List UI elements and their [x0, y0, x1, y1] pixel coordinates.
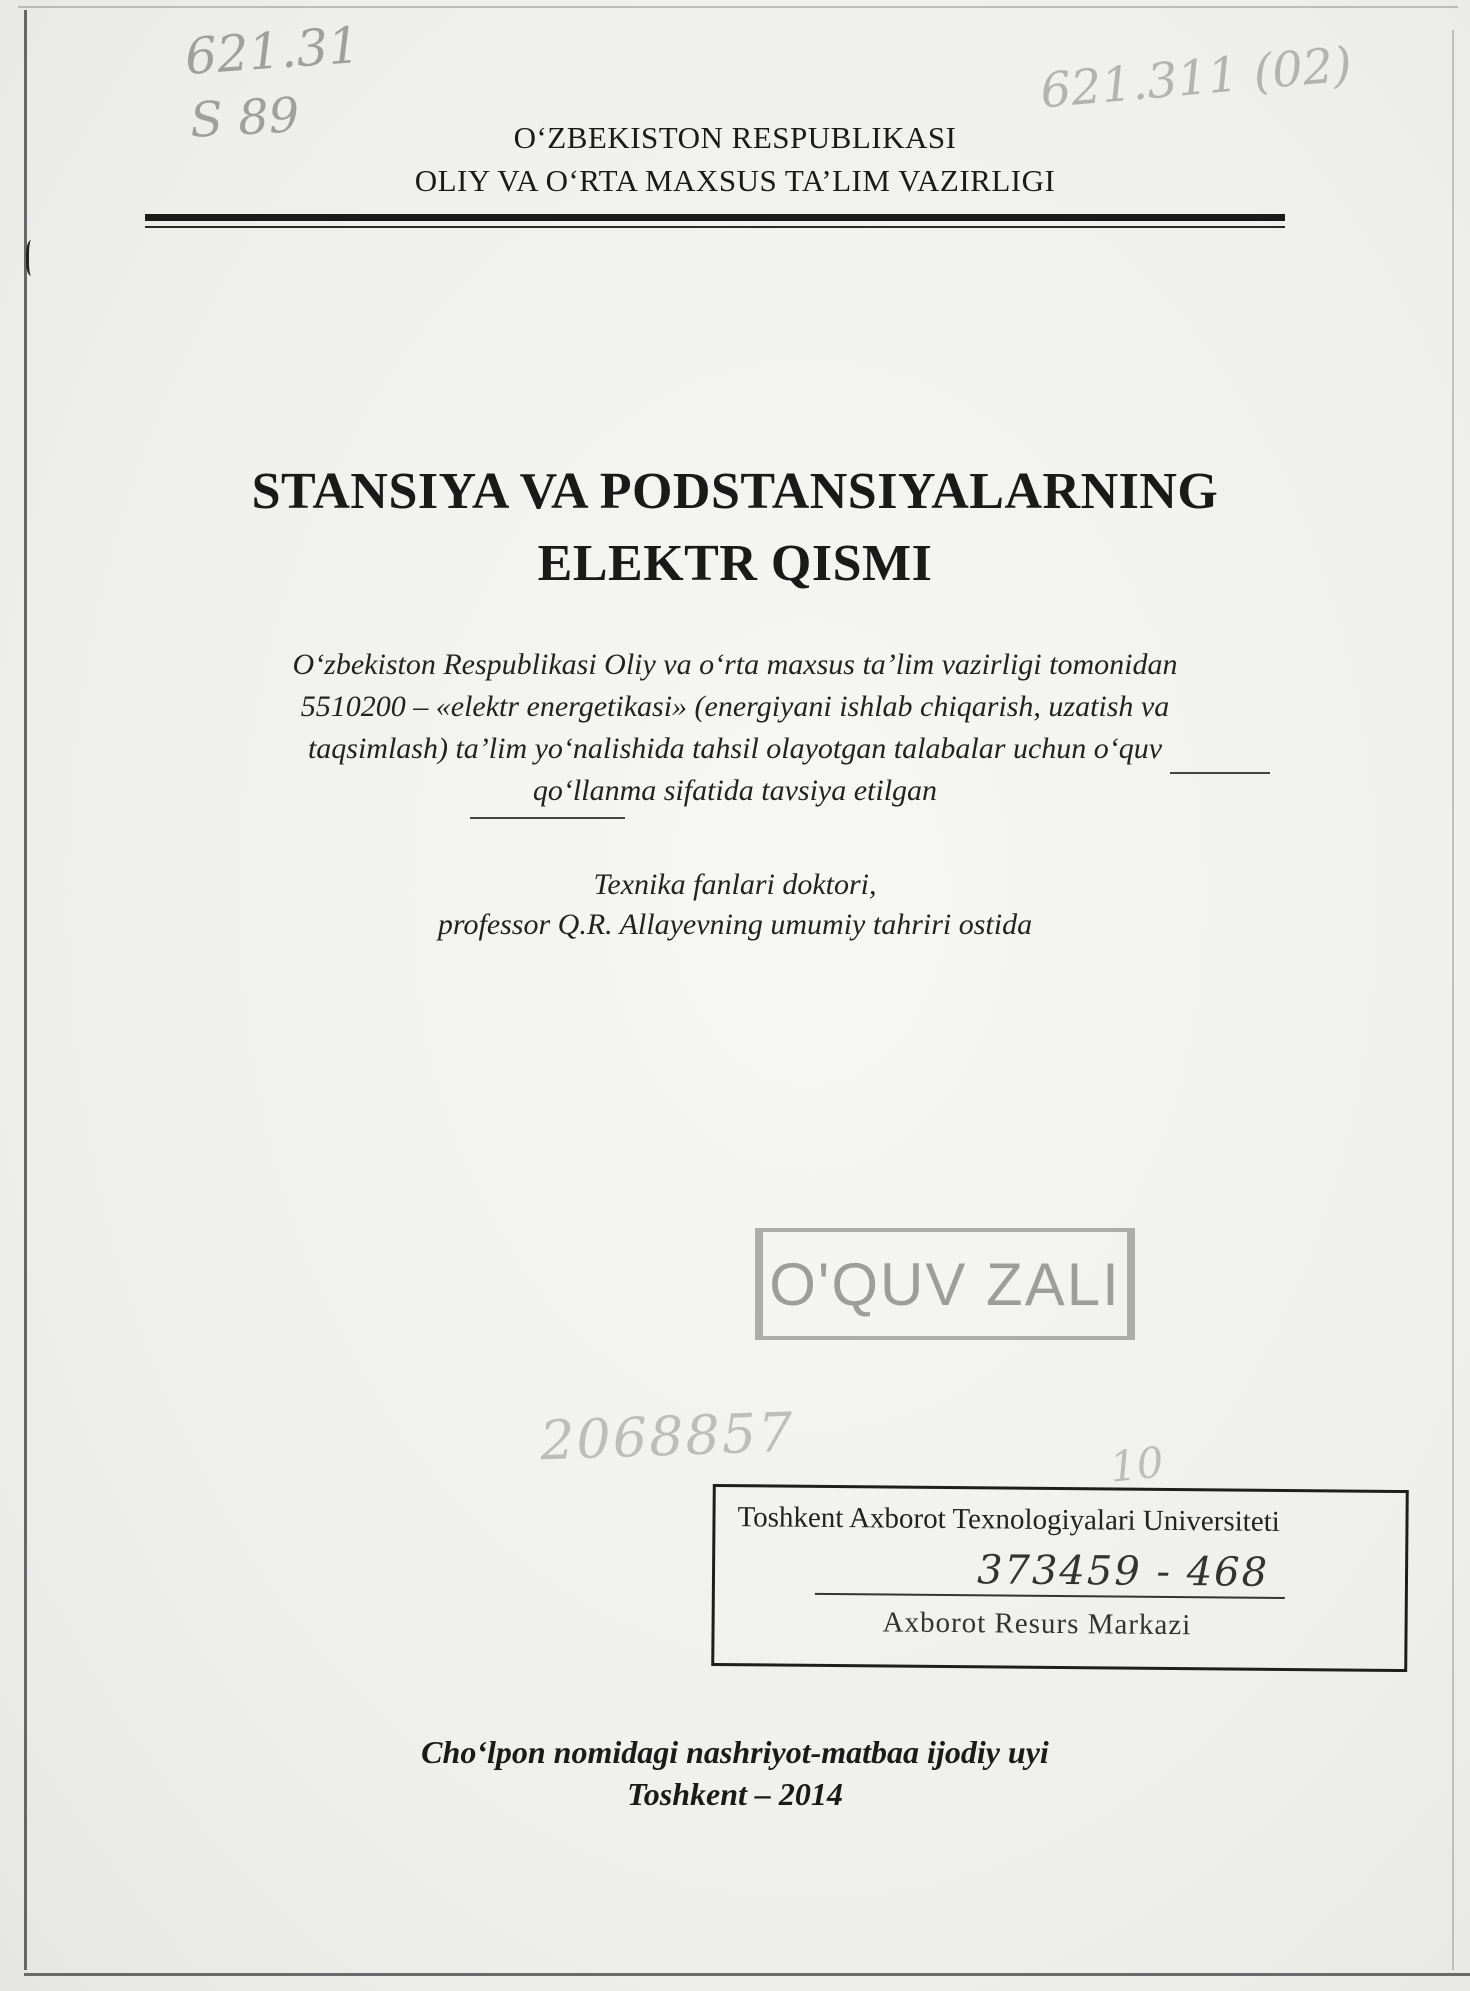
- handwritten-underline: [470, 817, 625, 819]
- publication-place-year: Toshkent – 2014: [627, 1776, 843, 1812]
- handwritten-underline: [1170, 772, 1270, 774]
- header-divider-thick: [145, 214, 1285, 221]
- ministry-header-line-1: O‘ZBEKISTON RESPUBLIKASI: [513, 120, 957, 155]
- library-stamp: [711, 1484, 1409, 1672]
- page-edge-bottom: [24, 1973, 1470, 1976]
- editor-degree: Texnika fanlari doktori,: [593, 868, 877, 901]
- publisher-name: Cho‘lpon nomidagi nashriyot-matbaa ijodiy uyi: [421, 1734, 1049, 1770]
- reading-room-stamp: O'QUV ZALI: [755, 1228, 1135, 1340]
- handwritten-copy-number: 10: [1107, 1437, 1166, 1492]
- handwritten-author-mark: S 89: [188, 87, 301, 149]
- handwritten-classification-code: 621.311 (02): [1038, 36, 1355, 120]
- handwritten-inventory-number: 2068857: [538, 1400, 796, 1473]
- page-edge-top: [18, 6, 1458, 8]
- page-edge-left: [24, 10, 27, 1970]
- page-edge-right: [1452, 30, 1454, 1970]
- book-title-line-1: STANSIYA VA PODSTANSIYALARNING: [251, 463, 1219, 520]
- approval-text-line-3: taqsimlash) ta’lim yo‘nalishida tahsil olayotgan talabalar uchun o‘quv: [307, 732, 1163, 765]
- editor-name: professor Q.R. Allayevning umumiy tahriri ostida: [437, 908, 1033, 941]
- approval-text-line-1: O‘zbekiston Respublikasi Oliy va o‘rta maxsus ta’lim vazirligi tomonidan: [292, 648, 1178, 681]
- library-stamp-university: Toshkent Axborot Texnologiyalari Universiteti: [737, 1501, 1280, 1538]
- library-stamp-number: 373459 - 468: [976, 1547, 1270, 1596]
- approval-text-line-2: 5510200 – «elektr energetikasi» (energiyani ishlab chiqarish, uzatish va: [300, 690, 1170, 723]
- book-title-line-2: ELEKTR QISMI: [537, 535, 933, 592]
- approval-text-line-4: qo‘llanma sifatida tavsiya etilgan: [532, 774, 938, 807]
- library-stamp-center: Axborot Resurs Markazi: [882, 1606, 1192, 1642]
- header-divider-thin: [145, 226, 1285, 228]
- handwritten-udc-code: 621.31: [183, 15, 362, 87]
- binding-mark: [26, 240, 39, 276]
- ministry-header-line-2: OLIY VA O‘RTA MAXSUS TA’LIM VAZIRLIGI: [414, 163, 1056, 198]
